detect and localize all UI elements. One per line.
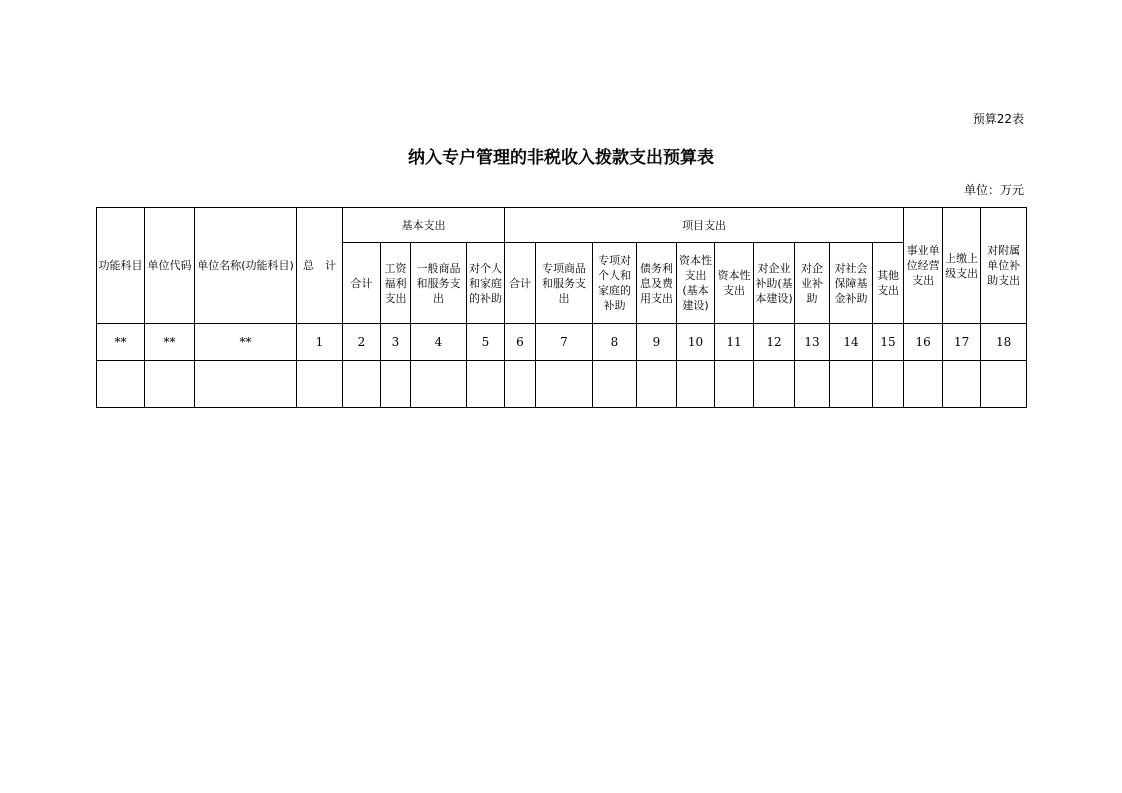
table-cell-empty xyxy=(411,361,467,408)
table-cell: 17 xyxy=(943,324,981,361)
header-total: 总 计 xyxy=(297,208,343,324)
header-group-project: 项目支出 xyxy=(505,208,904,243)
table-cell-empty xyxy=(637,361,677,408)
header-project-capital-construction: 资本性支出(基本建设) xyxy=(677,243,715,324)
budget-table xyxy=(96,207,1027,408)
header-unit-name: 单位名称(功能科目) xyxy=(195,208,297,324)
unit-label: 单位：万元 xyxy=(963,183,1024,197)
header-project-capital: 资本性支出 xyxy=(715,243,754,324)
document-title: 纳入专户管理的非税收入拨款支出预算表 xyxy=(408,148,714,168)
header-basic-household-subsidy: 对个人和家庭的补助 xyxy=(467,243,505,324)
header-business-operation: 事业单位经营支出 xyxy=(904,208,943,324)
table-row-empty xyxy=(97,361,1027,408)
table-cell-empty xyxy=(97,361,145,408)
table-cell: 14 xyxy=(830,324,873,361)
table-cell-empty xyxy=(795,361,830,408)
table-cell-empty xyxy=(145,361,195,408)
table-cell: 18 xyxy=(981,324,1027,361)
table-cell-empty xyxy=(715,361,754,408)
table-cell-empty xyxy=(904,361,943,408)
table-cell-empty xyxy=(830,361,873,408)
header-project-debt-interest: 债务利息及费用支出 xyxy=(637,243,677,324)
table-cell: 12 xyxy=(754,324,795,361)
form-number: 预算22表 xyxy=(972,112,1024,126)
table-cell-empty xyxy=(677,361,715,408)
header-project-household-subsidy: 专项对个人和家庭的补助 xyxy=(593,243,637,324)
table-cell-empty xyxy=(381,361,411,408)
table-cell: 11 xyxy=(715,324,754,361)
table-cell-empty xyxy=(943,361,981,408)
header-function-subject: 功能科目 xyxy=(97,208,145,324)
table-cell: 2 xyxy=(343,324,381,361)
table-cell: 6 xyxy=(505,324,536,361)
table-cell: 1 xyxy=(297,324,343,361)
table-cell: 8 xyxy=(593,324,637,361)
header-unit-code: 单位代码 xyxy=(145,208,195,324)
table-row-column-numbers xyxy=(97,324,1027,361)
table-cell: 10 xyxy=(677,324,715,361)
header-row-groups xyxy=(97,208,1027,243)
table-cell: 9 xyxy=(637,324,677,361)
table-cell-empty xyxy=(754,361,795,408)
table-cell: 4 xyxy=(411,324,467,361)
table-cell-empty xyxy=(505,361,536,408)
table-cell: 16 xyxy=(904,324,943,361)
header-basic-subtotal: 合计 xyxy=(343,243,381,324)
header-remit-superior: 上缴上级支出 xyxy=(943,208,981,324)
table-cell: 3 xyxy=(381,324,411,361)
table-cell: 13 xyxy=(795,324,830,361)
table-cell: ** xyxy=(145,324,195,361)
table-cell-empty xyxy=(593,361,637,408)
header-group-basic: 基本支出 xyxy=(343,208,505,243)
header-basic-wages: 工资福利支出 xyxy=(381,243,411,324)
table-cell: 5 xyxy=(467,324,505,361)
table-cell: 15 xyxy=(873,324,904,361)
table-cell-empty xyxy=(343,361,381,408)
table-cell-empty xyxy=(981,361,1027,408)
header-subsidiary-subsidy: 对附属单位补助支出 xyxy=(981,208,1027,324)
table-cell: ** xyxy=(97,324,145,361)
header-project-enterprise-construction: 对企业补助(基本建设) xyxy=(754,243,795,324)
table-cell-empty xyxy=(195,361,297,408)
header-project-social-security: 对社会保障基金补助 xyxy=(830,243,873,324)
header-project-enterprise-subsidy: 对企业补助 xyxy=(795,243,830,324)
table-cell: 7 xyxy=(536,324,593,361)
header-project-other: 其他支出 xyxy=(873,243,904,324)
header-basic-goods-services: 一般商品和服务支出 xyxy=(411,243,467,324)
table-cell-empty xyxy=(536,361,593,408)
header-project-subtotal: 合计 xyxy=(505,243,536,324)
header-project-goods-services: 专项商品和服务支出 xyxy=(536,243,593,324)
table-cell: ** xyxy=(195,324,297,361)
table-cell-empty xyxy=(297,361,343,408)
table-cell-empty xyxy=(467,361,505,408)
table-cell-empty xyxy=(873,361,904,408)
